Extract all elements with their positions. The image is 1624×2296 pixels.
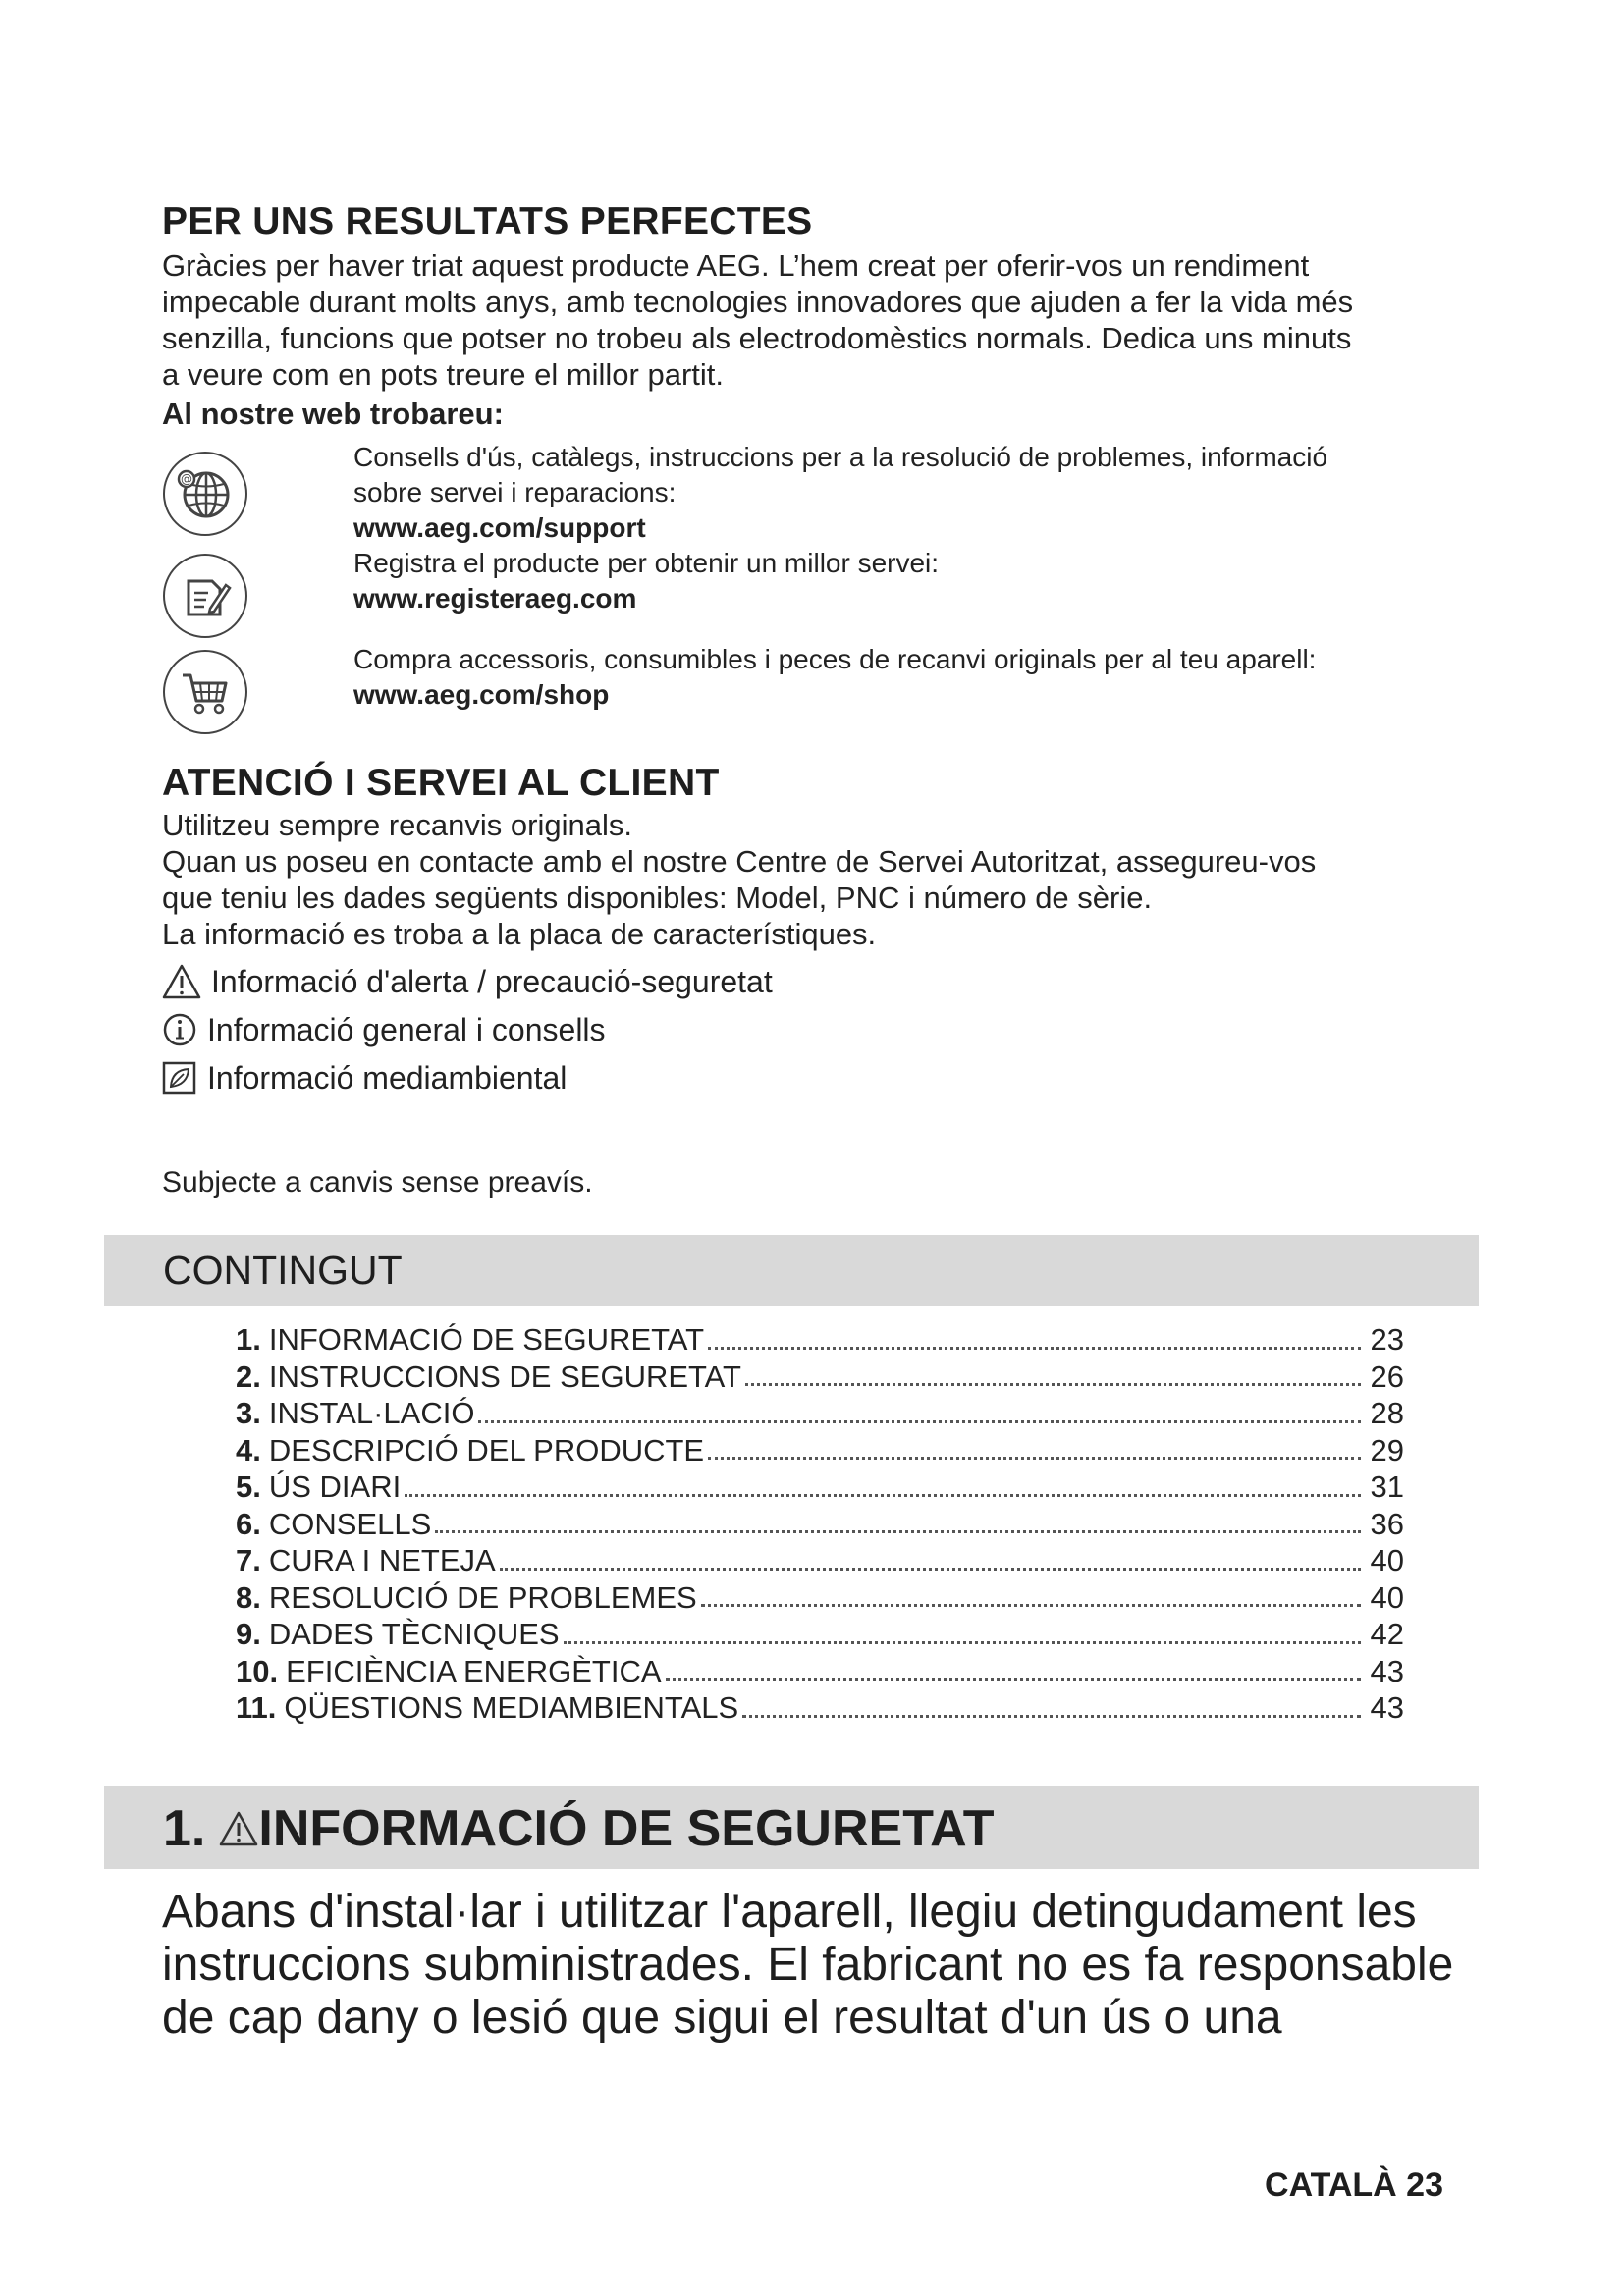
toc-label: CONSELLS: [268, 1506, 432, 1541]
toc-number: 8.: [236, 1579, 261, 1615]
toc-item[interactable]: [236, 1321, 1404, 1359]
safety-title: INFORMACIÓ DE SEGURETAT: [258, 1800, 995, 1857]
toc-number: 5.: [236, 1469, 261, 1504]
toc-leader: [500, 1568, 1361, 1571]
toc-item[interactable]: [236, 1432, 1404, 1469]
table-of-contents: [236, 1321, 1404, 1727]
toc-leader: [701, 1604, 1361, 1607]
toc-leader: [708, 1347, 1361, 1350]
notice-text: Subjecte a canvis sense preavís.: [162, 1166, 593, 1199]
register-link[interactable]: www.registeraeg.com: [353, 583, 637, 614]
intro-line: senzilla, funcions que potser no trobeu als electrodomèstics normals. Dedica uns minuts: [162, 321, 1352, 355]
toc-number: 6.: [236, 1506, 261, 1541]
toc-label: DADES TÈCNIQUES: [268, 1617, 560, 1651]
service-line: Quan us poseu en contacte amb el nostre Centre de Servei Autoritzat, assegureu-vos: [162, 844, 1317, 879]
contents-title: CONTINGUT: [163, 1248, 403, 1293]
shop-link[interactable]: www.aeg.com/shop: [353, 679, 610, 710]
toc-number: 2.: [236, 1359, 261, 1394]
web-shop-block: [353, 642, 1473, 713]
toc-leader: [708, 1457, 1361, 1460]
toc-item[interactable]: [236, 1506, 1404, 1543]
safety-number: 1.: [163, 1800, 206, 1857]
service-line: La informació es troba a la placa de característiques.: [162, 917, 877, 951]
toc-number: 11.: [236, 1690, 277, 1725]
warning-triangle-icon: [219, 1811, 258, 1846]
toc-leader: [564, 1641, 1361, 1644]
toc-leader: [435, 1530, 1361, 1533]
service-line: que teniu les dades següents disponibles: Model, PNC i número de sèrie.: [162, 881, 1153, 915]
page-footer-label: CATALÀ 23: [1265, 2166, 1443, 2204]
toc-item[interactable]: [236, 1689, 1404, 1727]
web-support-line: Consells d'ús, catàlegs, instruccions per a la resolució de problemes, informació: [353, 442, 1328, 472]
toc-label: QÜESTIONS MEDIAMBIENTALS: [284, 1690, 739, 1725]
safety-header-bar: [104, 1786, 1479, 1869]
web-shop-line: Compra accessoris, consumibles i peces de recanvi originals per al teu aparell:: [353, 644, 1317, 674]
toc-leader: [745, 1383, 1361, 1386]
svg-text:@: @: [181, 472, 192, 486]
toc-leader: [742, 1715, 1361, 1718]
web-support-line: sobre servei i reparacions:: [353, 477, 677, 507]
legend-environment: [162, 1058, 567, 1097]
contents-header-bar: [104, 1235, 1479, 1306]
toc-label: DESCRIPCIÓ DEL PRODUCTE: [268, 1432, 705, 1468]
toc-item[interactable]: [236, 1395, 1404, 1432]
toc-number: 10.: [236, 1653, 279, 1688]
warning-triangle-icon: [162, 964, 201, 999]
toc-label: INSTRUCCIONS DE SEGURETAT: [268, 1359, 741, 1394]
toc-page: 42: [1370, 1617, 1404, 1651]
toc-leader: [405, 1494, 1361, 1497]
intro-line: impecable durant molts anys, amb tecnologies innovadores que ajuden a fer la vida més: [162, 285, 1354, 319]
toc-label: INSTAL·LACIÓ: [268, 1396, 475, 1430]
legend-environment-text: Informació mediambiental: [207, 1060, 568, 1095]
safety-heading: [163, 1799, 995, 1858]
toc-page: 28: [1370, 1396, 1404, 1430]
safety-line: Abans d'instal·lar i utilitzar l'aparell, llegiu detingudament les: [162, 1886, 1417, 1938]
intro-paragraph: [162, 247, 1488, 393]
register-pencil-icon: [163, 554, 247, 638]
toc-page: 36: [1370, 1506, 1404, 1541]
safety-paragraph: [162, 1886, 1497, 2045]
toc-item[interactable]: [236, 1579, 1404, 1617]
web-support-block: [353, 440, 1473, 546]
service-paragraph: [162, 807, 1488, 952]
environment-leaf-icon: [162, 1060, 197, 1095]
legend-info: [162, 1010, 606, 1049]
web-heading: Al nostre web trobareu:: [162, 397, 504, 431]
toc-page: 23: [1370, 1322, 1404, 1357]
toc-label: INFORMACIÓ DE SEGURETAT: [268, 1322, 705, 1357]
globe-at-icon: [163, 452, 247, 536]
toc-page: 26: [1370, 1359, 1404, 1394]
shopping-cart-icon: [163, 650, 247, 734]
support-link[interactable]: www.aeg.com/support: [353, 512, 646, 543]
toc-label: EFICIÈNCIA ENERGÈTICA: [286, 1653, 662, 1688]
toc-number: 3.: [236, 1396, 261, 1430]
web-register-line: Registra el producte per obtenir un millor servei:: [353, 548, 940, 578]
toc-number: 7.: [236, 1543, 261, 1577]
web-register-block: [353, 546, 1473, 616]
toc-page: 40: [1370, 1579, 1404, 1615]
toc-item[interactable]: [236, 1542, 1404, 1579]
toc-page: 31: [1370, 1469, 1404, 1504]
toc-label: CURA I NETEJA: [268, 1543, 496, 1577]
toc-page: 43: [1370, 1690, 1404, 1725]
info-circle-icon: [162, 1012, 197, 1047]
toc-number: 4.: [236, 1432, 261, 1468]
toc-page: 43: [1370, 1653, 1404, 1688]
legend-warning: [162, 962, 773, 1001]
toc-leader: [666, 1678, 1361, 1681]
toc-page: 40: [1370, 1543, 1404, 1577]
intro-line: Gràcies per haver triat aquest producte AEG. L’hem creat per oferir-vos un rendiment: [162, 248, 1310, 283]
service-line: Utilitzeu sempre recanvis originals.: [162, 808, 632, 842]
toc-item[interactable]: [236, 1359, 1404, 1396]
safety-line: instruccions subministrades. El fabricant no es fa responsable: [162, 1939, 1454, 1991]
toc-number: 1.: [236, 1322, 261, 1357]
safety-line: de cap dany o lesió que sigui el resultat d'un ús o una: [162, 1992, 1282, 2044]
intro-title: PER UNS RESULTATS PERFECTES: [162, 200, 813, 242]
toc-item[interactable]: [236, 1468, 1404, 1506]
intro-line: a veure com en pots treure el millor partit.: [162, 357, 725, 392]
service-title: ATENCIÓ I SERVEI AL CLIENT: [162, 762, 720, 804]
toc-page: 29: [1370, 1432, 1404, 1468]
toc-label: ÚS DIARI: [268, 1469, 402, 1504]
toc-number: 9.: [236, 1617, 261, 1651]
toc-item[interactable]: [236, 1653, 1404, 1690]
toc-label: RESOLUCIÓ DE PROBLEMES: [268, 1579, 697, 1615]
toc-leader: [478, 1420, 1361, 1423]
toc-item[interactable]: [236, 1616, 1404, 1653]
legend-warning-text: Informació d'alerta / precaució-seguretat: [211, 964, 773, 999]
legend-info-text: Informació general i consells: [207, 1012, 606, 1047]
